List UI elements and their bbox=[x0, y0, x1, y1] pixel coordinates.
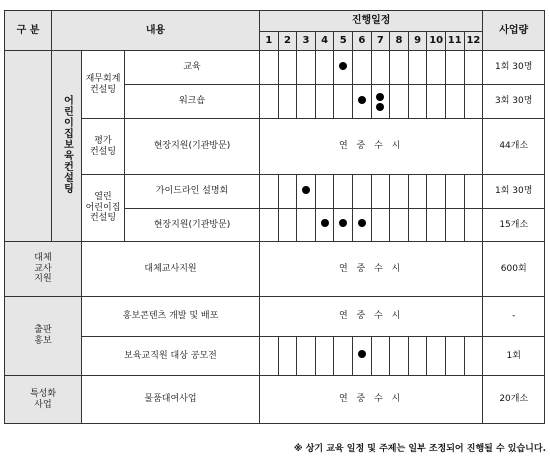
month-7: 7 bbox=[371, 32, 390, 51]
schedule-dot bbox=[302, 186, 310, 194]
schedule-dot bbox=[321, 219, 329, 227]
volume-guideline: 1회 30명 bbox=[483, 175, 545, 209]
volume-onsite-eval: 44개소 bbox=[483, 119, 545, 175]
category-substitute bbox=[5, 242, 82, 297]
substitute-line-3: 지원 bbox=[34, 274, 52, 285]
schedule-table bbox=[4, 10, 545, 424]
volume-workshop: 3회 30명 bbox=[483, 85, 545, 119]
volume-onsite-open: 15개소 bbox=[483, 209, 545, 242]
mark-row4-m4 bbox=[315, 209, 334, 242]
volume-education: 1회 30명 bbox=[483, 51, 545, 85]
mark-row1-m6 bbox=[353, 85, 372, 119]
volume-contest: 1회 bbox=[483, 337, 545, 376]
category-special bbox=[5, 376, 82, 424]
schedule-dot bbox=[358, 219, 366, 227]
mark-row7-m6 bbox=[353, 337, 372, 376]
consulting-category-label: 어린이집보육컨설팅 bbox=[61, 94, 73, 194]
month-1: 1 bbox=[260, 32, 279, 51]
month-5: 5 bbox=[334, 32, 353, 51]
month-12: 12 bbox=[464, 32, 483, 51]
publicity-line-1: 출판 bbox=[34, 325, 52, 336]
substitute-line-2: 교사 bbox=[34, 263, 52, 274]
mark-row3-m3 bbox=[297, 175, 316, 209]
mark-row0-m5 bbox=[334, 51, 353, 85]
volume-content-dev: - bbox=[483, 297, 545, 337]
mark-row4-m6 bbox=[353, 209, 372, 242]
month-4: 4 bbox=[315, 32, 334, 51]
month-9: 9 bbox=[408, 32, 427, 51]
item-onsite-open: 현장지원(기관방문) bbox=[125, 209, 260, 242]
volume-header: 사업량 bbox=[483, 11, 545, 51]
item-contest: 보육교직원 대상 공모전 bbox=[82, 337, 260, 376]
special-line-2: 사업 bbox=[34, 399, 52, 410]
item-workshop: 워크숍 bbox=[125, 85, 260, 119]
volume-rental: 20개소 bbox=[483, 376, 545, 424]
yearround-rental: 연 중 수 시 bbox=[260, 376, 483, 424]
item-content-dev: 홍보콘텐츠 개발 및 배포 bbox=[82, 297, 260, 337]
item-education: 교육 bbox=[125, 51, 260, 85]
volume-substitute: 600회 bbox=[483, 242, 545, 297]
schedule-header: 진행일정 bbox=[260, 11, 483, 32]
month-6: 6 bbox=[353, 32, 372, 51]
special-line-1: 특성화 bbox=[29, 388, 57, 399]
month-8: 8 bbox=[390, 32, 409, 51]
yearround-eval: 연 중 수 시 bbox=[260, 119, 483, 175]
mark-row4-m5 bbox=[334, 209, 353, 242]
publicity-line-2: 홍보 bbox=[34, 336, 52, 346]
schedule-dot bbox=[339, 219, 347, 227]
schedule-dot bbox=[376, 103, 384, 111]
category-publicity bbox=[5, 297, 82, 376]
item-onsite-eval: 현장지원(기관방문) bbox=[125, 119, 260, 175]
schedule-dot bbox=[376, 93, 384, 101]
schedule-dot bbox=[339, 62, 347, 70]
month-2: 2 bbox=[278, 32, 297, 51]
schedule-dot bbox=[358, 350, 366, 358]
item-guideline: 가이드라인 설명회 bbox=[125, 175, 260, 209]
group-evaluation: 평가 컨설팅 bbox=[82, 119, 125, 175]
item-substitute: 대체교사지원 bbox=[82, 242, 260, 297]
substitute-line-1: 대체 bbox=[34, 252, 52, 263]
month-11: 11 bbox=[445, 32, 464, 51]
mark-row1-m7 bbox=[371, 85, 390, 119]
month-10: 10 bbox=[427, 32, 446, 51]
schedule-dot bbox=[358, 96, 366, 104]
group-finance: 재무회계 컨설팅 bbox=[82, 51, 125, 119]
month-3: 3 bbox=[297, 32, 316, 51]
group-open-daycare: 열린 어린이집 컨설팅 bbox=[82, 175, 125, 242]
item-rental: 물품대여사업 bbox=[82, 376, 260, 424]
yearround-publicity: 연 중 수 시 bbox=[260, 297, 483, 337]
content-header: 내용 bbox=[52, 11, 260, 51]
division-header: 구 분 bbox=[5, 11, 52, 51]
consulting-category bbox=[52, 51, 82, 242]
yearround-substitute: 연 중 수 시 bbox=[260, 242, 483, 297]
division-consulting-cell bbox=[5, 51, 52, 242]
footnote: ※ 상기 교육 일정 및 주제는 일부 조정되어 진행될 수 있습니다. bbox=[293, 444, 546, 454]
